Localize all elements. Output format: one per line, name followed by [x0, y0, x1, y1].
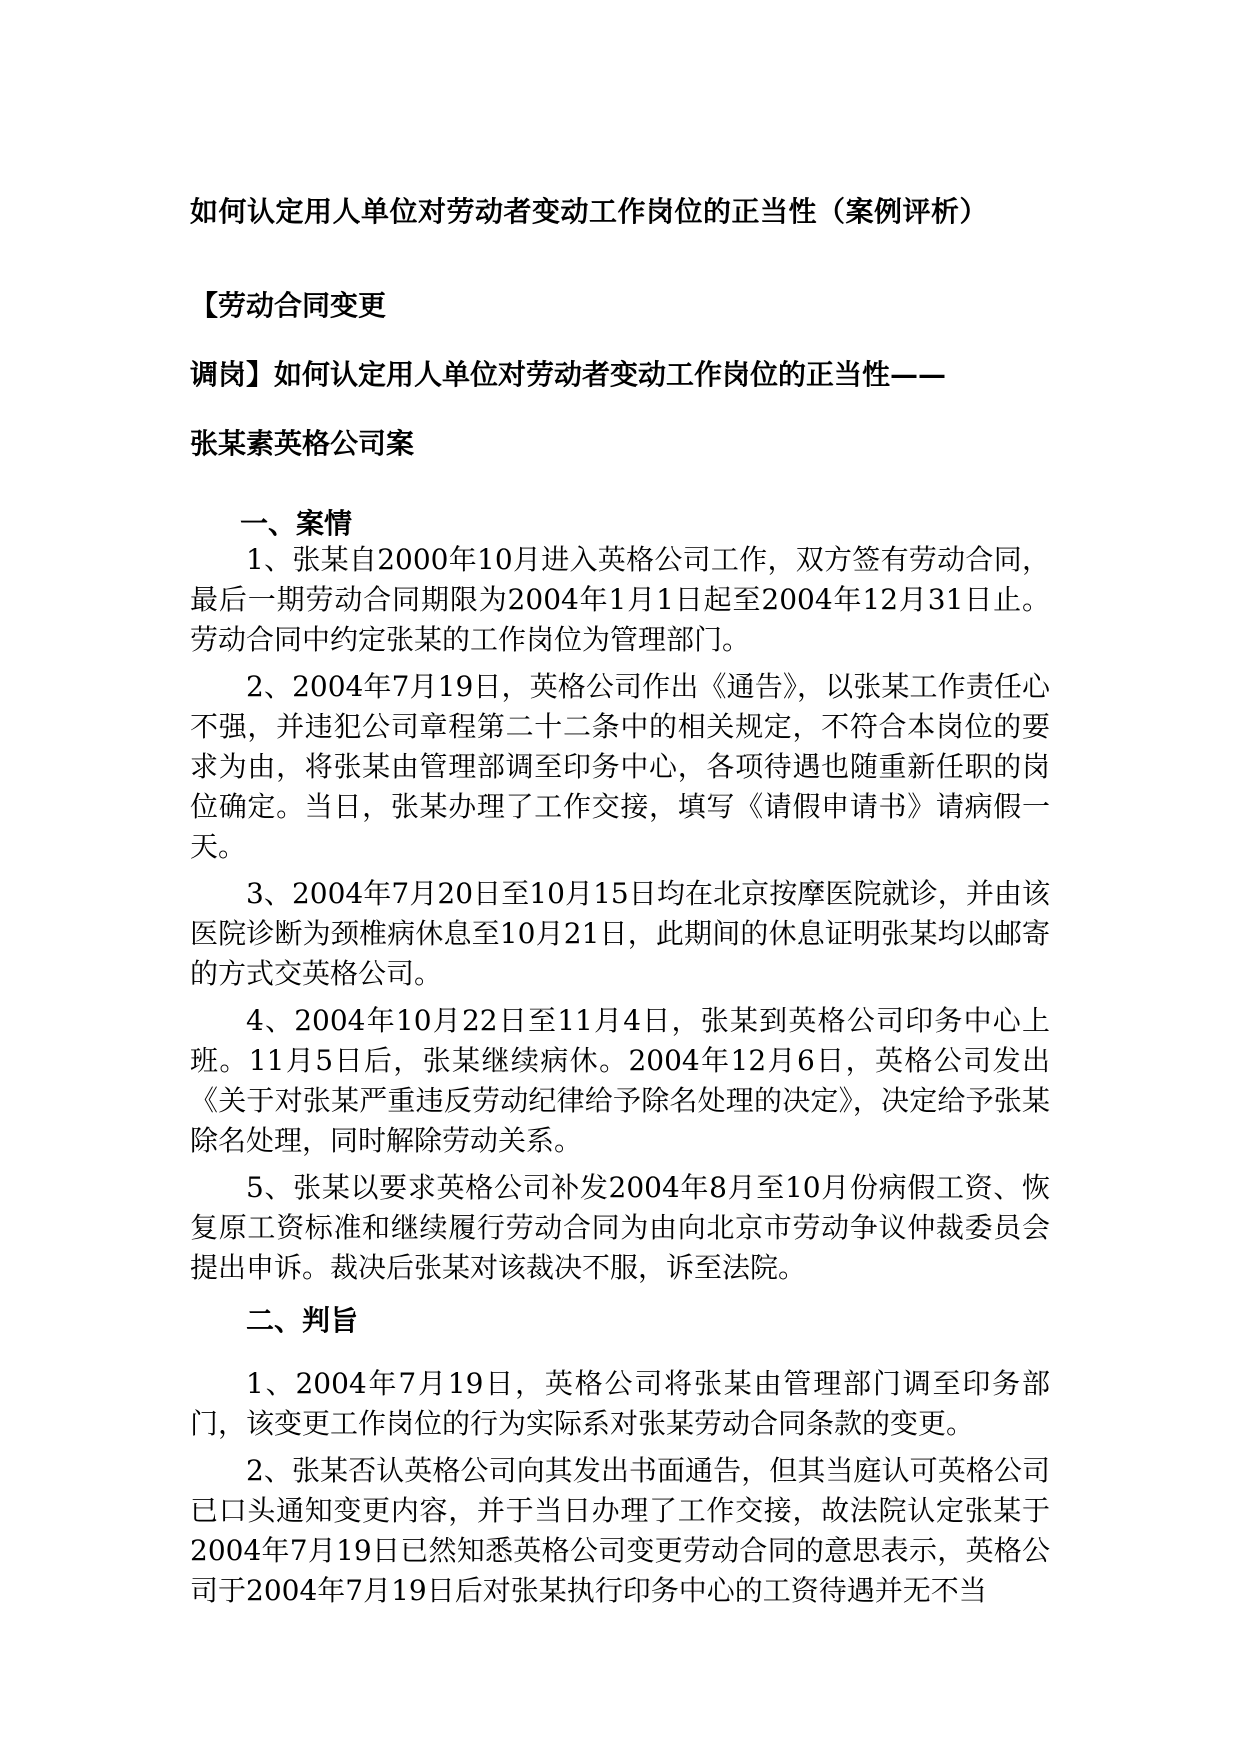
ruling-paragraph-1: 1、2004年7月19日，英格公司将张某由管理部门调至印务部门，该变更工作岗位的行为实际系对张某劳动合同条款的变更。 — [190, 1367, 1050, 1440]
document-title: 如何认定用人单位对劳动者变动工作岗位的正当性（案例评析） — [190, 195, 989, 228]
section-heading-case-facts: 一、案情 — [240, 507, 353, 540]
ruling-paragraph-2: 2、张某否认英格公司向其发出书面通告，但其当庭认可英格公司已口头通知变更内容，并于当日办理了工作交接，故法院认定张某于2004年7月19日已然知悉英格公司变更劳动合同的意思表示，英格公司于2004年7月19日后对张某执行印务中心的工资待遇并无不当 — [190, 1454, 1050, 1607]
case-paragraph-3: 3、2004年7月20日至10月15日均在北京按摩医院就诊，并由该医院诊断为颈椎病休息至10月21日，此期间的休息证明张某均以邮寄的方式交英格公司。 — [190, 877, 1050, 990]
subtitle-line-3: 张某素英格公司案 — [190, 427, 415, 460]
case-paragraph-2: 2、2004年7月19日，英格公司作出《通告》，以张某工作责任心不强，并违犯公司章程第二十二条中的相关规定，不符合本岗位的要求为由，将张某由管理部调至印务中心，各项待遇也随重新任职的岗位确定。当日，张某办理了工作交接，填写《请假申请书》请病假一天。 — [190, 670, 1050, 863]
case-paragraph-4: 4、2004年10月22日至11月4日，张某到英格公司印务中心上班。11月5日后，张某继续病休。2004年12月6日，英格公司发出《关于对张某严重违反劳动纪律给予除名处理的决定》，决定给予张某除名处理，同时解除劳动关系。 — [190, 1004, 1050, 1157]
subtitle-line-2: 调岗】如何认定用人单位对劳动者变动工作岗位的正当性—— — [190, 358, 947, 391]
case-paragraph-5: 5、张某以要求英格公司补发2004年8月至10月份病假工资、恢复原工资标准和继续履行劳动合同为由向北京市劳动争议仲裁委员会提出申诉。裁决后张某对该裁决不服，诉至法院。 — [190, 1171, 1050, 1284]
section-heading-ruling: 二、判旨 — [246, 1304, 359, 1337]
case-paragraph-1: 1、张某自2000年10月进入英格公司工作，双方签有劳动合同，最后一期劳动合同期限为2004年1月1日起至2004年12月31日止。劳动合同中约定张某的工作岗位为管理部门。 — [190, 543, 1050, 656]
subtitle-line-1: 【劳动合同变更 — [190, 289, 387, 322]
